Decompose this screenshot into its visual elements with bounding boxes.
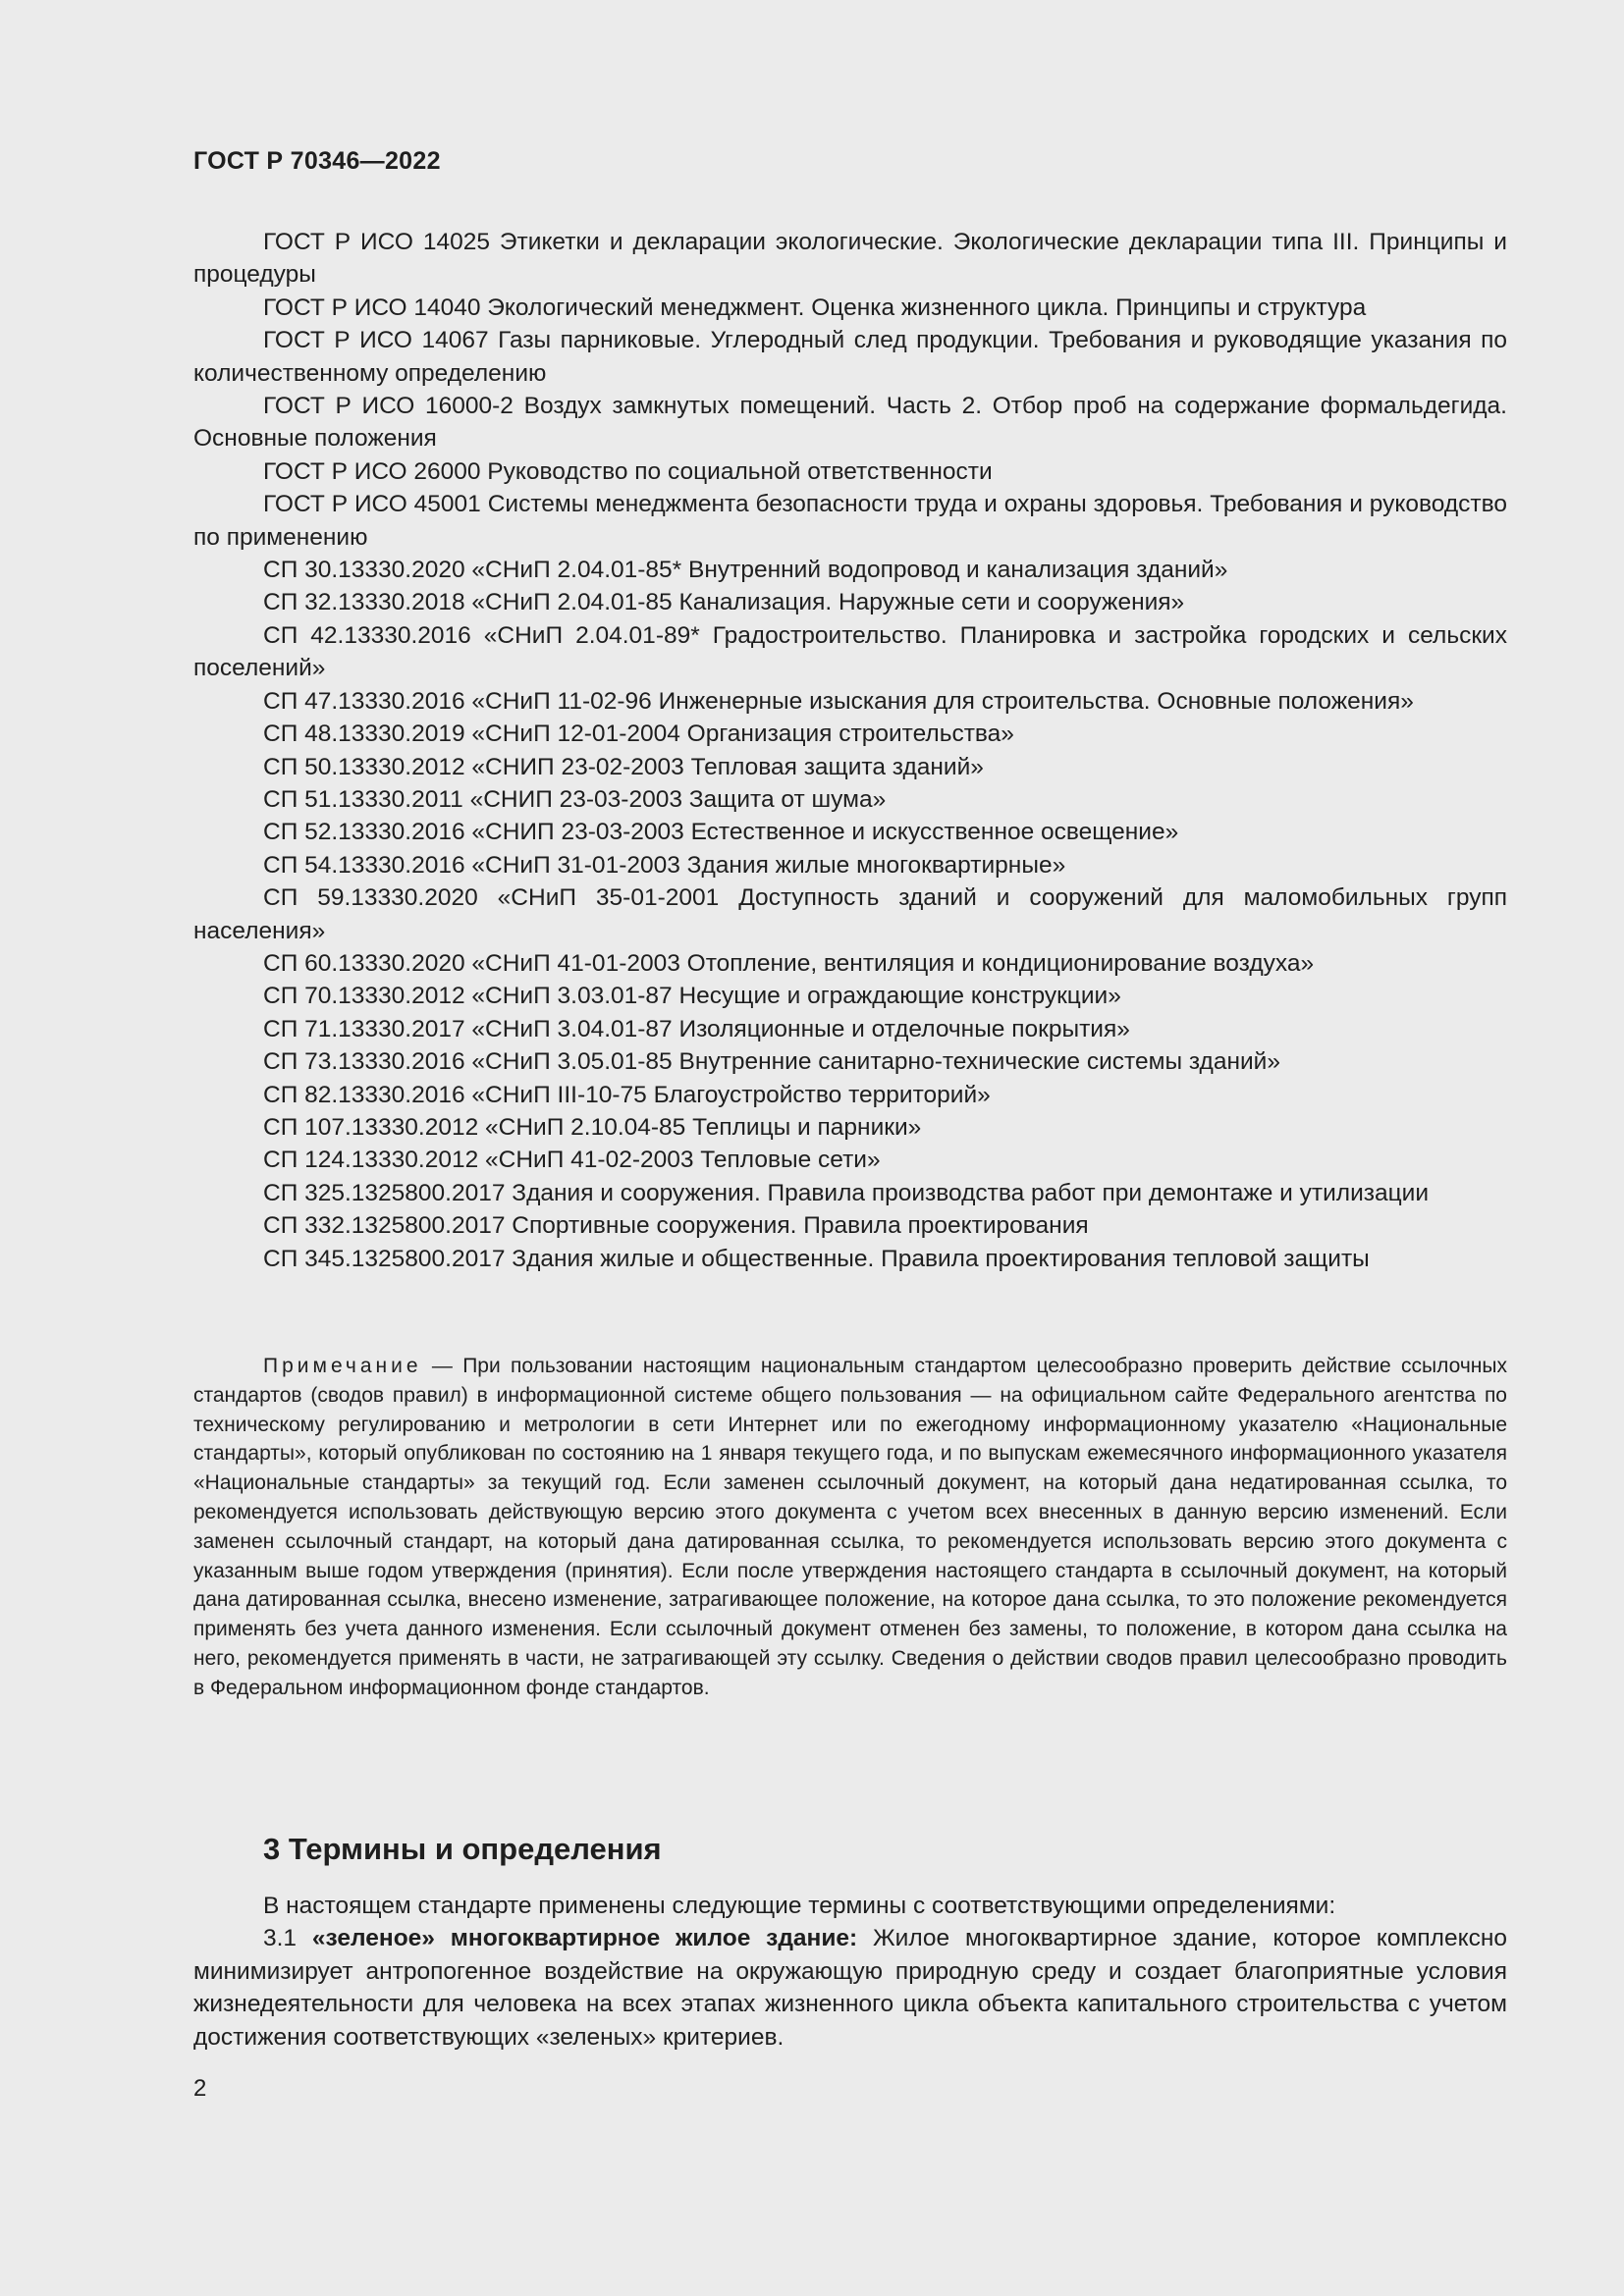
reference-item: СП 82.13330.2016 «СНиП III-10-75 Благоустройство территорий» <box>263 1081 991 1108</box>
reference-item: ГОСТ Р ИСО 16000-2 Воздух замкнутых помещений. Часть 2. Отбор проб на содержание формальдегида. Основные положения <box>193 393 1507 453</box>
reference-item: СП 50.13330.2012 «СНИП 23-02-2003 Тепловая защита зданий» <box>263 753 984 780</box>
reference-item: СП 345.1325800.2017 Здания жилые и общественные. Правила проектирования тепловой защиты <box>263 1245 1370 1272</box>
term-number: 3.1 <box>263 1925 312 1952</box>
references-list <box>193 226 1507 1275</box>
reference-item: СП 48.13330.2019 «СНиП 12-01-2004 Организация строительства» <box>263 721 1014 748</box>
section-title: 3 Термины и определения <box>263 1832 662 1866</box>
section-body <box>193 1890 1507 2054</box>
reference-item: СП 52.13330.2016 «СНИП 23-03-2003 Естественное и искусственное освещение» <box>263 819 1179 846</box>
document-header: ГОСТ Р 70346—2022 <box>193 147 441 175</box>
reference-item: СП 71.13330.2017 «СНиП 3.04.01-87 Изоляционные и отделочные покрытия» <box>263 1015 1130 1042</box>
reference-item: СП 59.13330.2020 «СНиП 35-01-2001 Доступность зданий и сооружений для маломобильных групп населения» <box>193 884 1507 944</box>
reference-item: СП 47.13330.2016 «СНиП 11-02-96 Инженерные изыскания для строительства. Основные положения» <box>263 687 1414 715</box>
reference-item: ГОСТ Р ИСО 14067 Газы парниковые. Углеродный след продукции. Требования и руководящие указания по количественному определению <box>193 327 1507 387</box>
reference-item: ГОСТ Р ИСО 14040 Экологический менеджмент. Оценка жизненного цикла. Принципы и структура <box>263 294 1367 321</box>
note-paragraph <box>193 1352 1507 1703</box>
reference-item: СП 70.13330.2012 «СНиП 3.03.01-87 Несущие и ограждающие конструкции» <box>263 983 1121 1010</box>
term-definition-paragraph <box>193 1922 1507 2054</box>
reference-item: СП 51.13330.2011 «СНИП 23-03-2003 Защита от шума» <box>263 785 887 813</box>
reference-item: СП 54.13330.2016 «СНиП 31-01-2003 Здания жилые многоквартирные» <box>263 851 1066 879</box>
reference-item: ГОСТ Р ИСО 14025 Этикетки и декларации экологические. Экологические декларации типа III. Принципы и процедуры <box>193 229 1507 289</box>
reference-item: СП 73.13330.2016 «СНиП 3.05.01-85 Внутренние санитарно-технические системы зданий» <box>263 1048 1280 1076</box>
term-name: «зеленое» многоквартирное жилое здание: <box>311 1925 858 1952</box>
note-text: — При пользовании настоящим национальным стандартом целесообразно проверить действие ссылочных стандартов (сводов правил) в информационной системе общего пользования — на официальном сайте Федерального агентства по техническому регулированию и метрологии в сети Интернет или по ежегодному информационному указателю «Национальные стандарты», который опубликован по состоянию на 1 января текущего года, и по выпускам ежемесячного информационного указателя «Национальные стандарты» за текущий год. Если заменен ссылочный документ, на который дана недатированная ссылка, то рекомендуется использовать действующую версию этого документа с учетом всех внесенных в данную версию изменений. Если заменен ссылочный стандарт, на который дана датированная ссылка, то рекомендуется использовать версию этого документа с указанным выше годом утверждения (принятия). Если после утверждения настоящего стандарта в ссылочный документ, на который дана датированная ссылка, внесено изменение, затрагивающее положение, на которое дана ссылка, то это положение рекомендуется применять без учета данного изменения. Если ссылочный документ отменен без замены, то положение, в котором дана ссылка на него, рекомендуется применять в части, не затрагивающей эту ссылку. Сведения о действии сводов правил целесообразно проводить в Федеральном информационном фонде стандартов. <box>193 1355 1507 1699</box>
reference-item: СП 42.13330.2016 «СНиП 2.04.01-89* Градостроительство. Планировка и застройка городских и сельских поселений» <box>193 621 1507 682</box>
reference-item: СП 332.1325800.2017 Спортивные сооружения. Правила проектирования <box>263 1212 1089 1240</box>
reference-item: ГОСТ Р ИСО 45001 Системы менеджмента безопасности труда и охраны здоровья. Требования и руководство по применению <box>193 491 1507 551</box>
reference-item: СП 325.1325800.2017 Здания и сооружения. Правила производства работ при демонтаже и утилизации <box>263 1179 1430 1206</box>
reference-item: ГОСТ Р ИСО 26000 Руководство по социальной ответственности <box>263 457 993 485</box>
page-number: 2 <box>193 2075 207 2102</box>
reference-item: СП 124.13330.2012 «СНиП 41-02-2003 Тепловые сети» <box>263 1147 881 1174</box>
reference-item: СП 32.13330.2018 «СНиП 2.04.01-85 Канализация. Наружные сети и сооружения» <box>263 589 1185 616</box>
reference-item: СП 30.13330.2020 «СНиП 2.04.01-85* Внутренний водопровод и канализация зданий» <box>263 557 1228 584</box>
term-definition: Жилое многоквартирное здание, которое комплексно минимизирует антропогенное воздействие на окружающую природную среду и создает благоприятные условия жизнедеятельности для человека на всех этапах жизненного цикла объекта капитального строительства с учетом достижения соответствующих «зеленых» критериев. <box>193 1925 1507 2051</box>
reference-item: СП 107.13330.2012 «СНиП 2.10.04-85 Теплицы и парники» <box>263 1113 922 1141</box>
reference-item: СП 60.13330.2020 «СНиП 41-01-2003 Отопление, вентиляция и кондиционирование воздуха» <box>263 949 1315 977</box>
note-label: Примечание <box>263 1355 422 1377</box>
section-intro: В настоящем стандарте применены следующие термины с соответствующими определениями: <box>263 1893 1336 1919</box>
